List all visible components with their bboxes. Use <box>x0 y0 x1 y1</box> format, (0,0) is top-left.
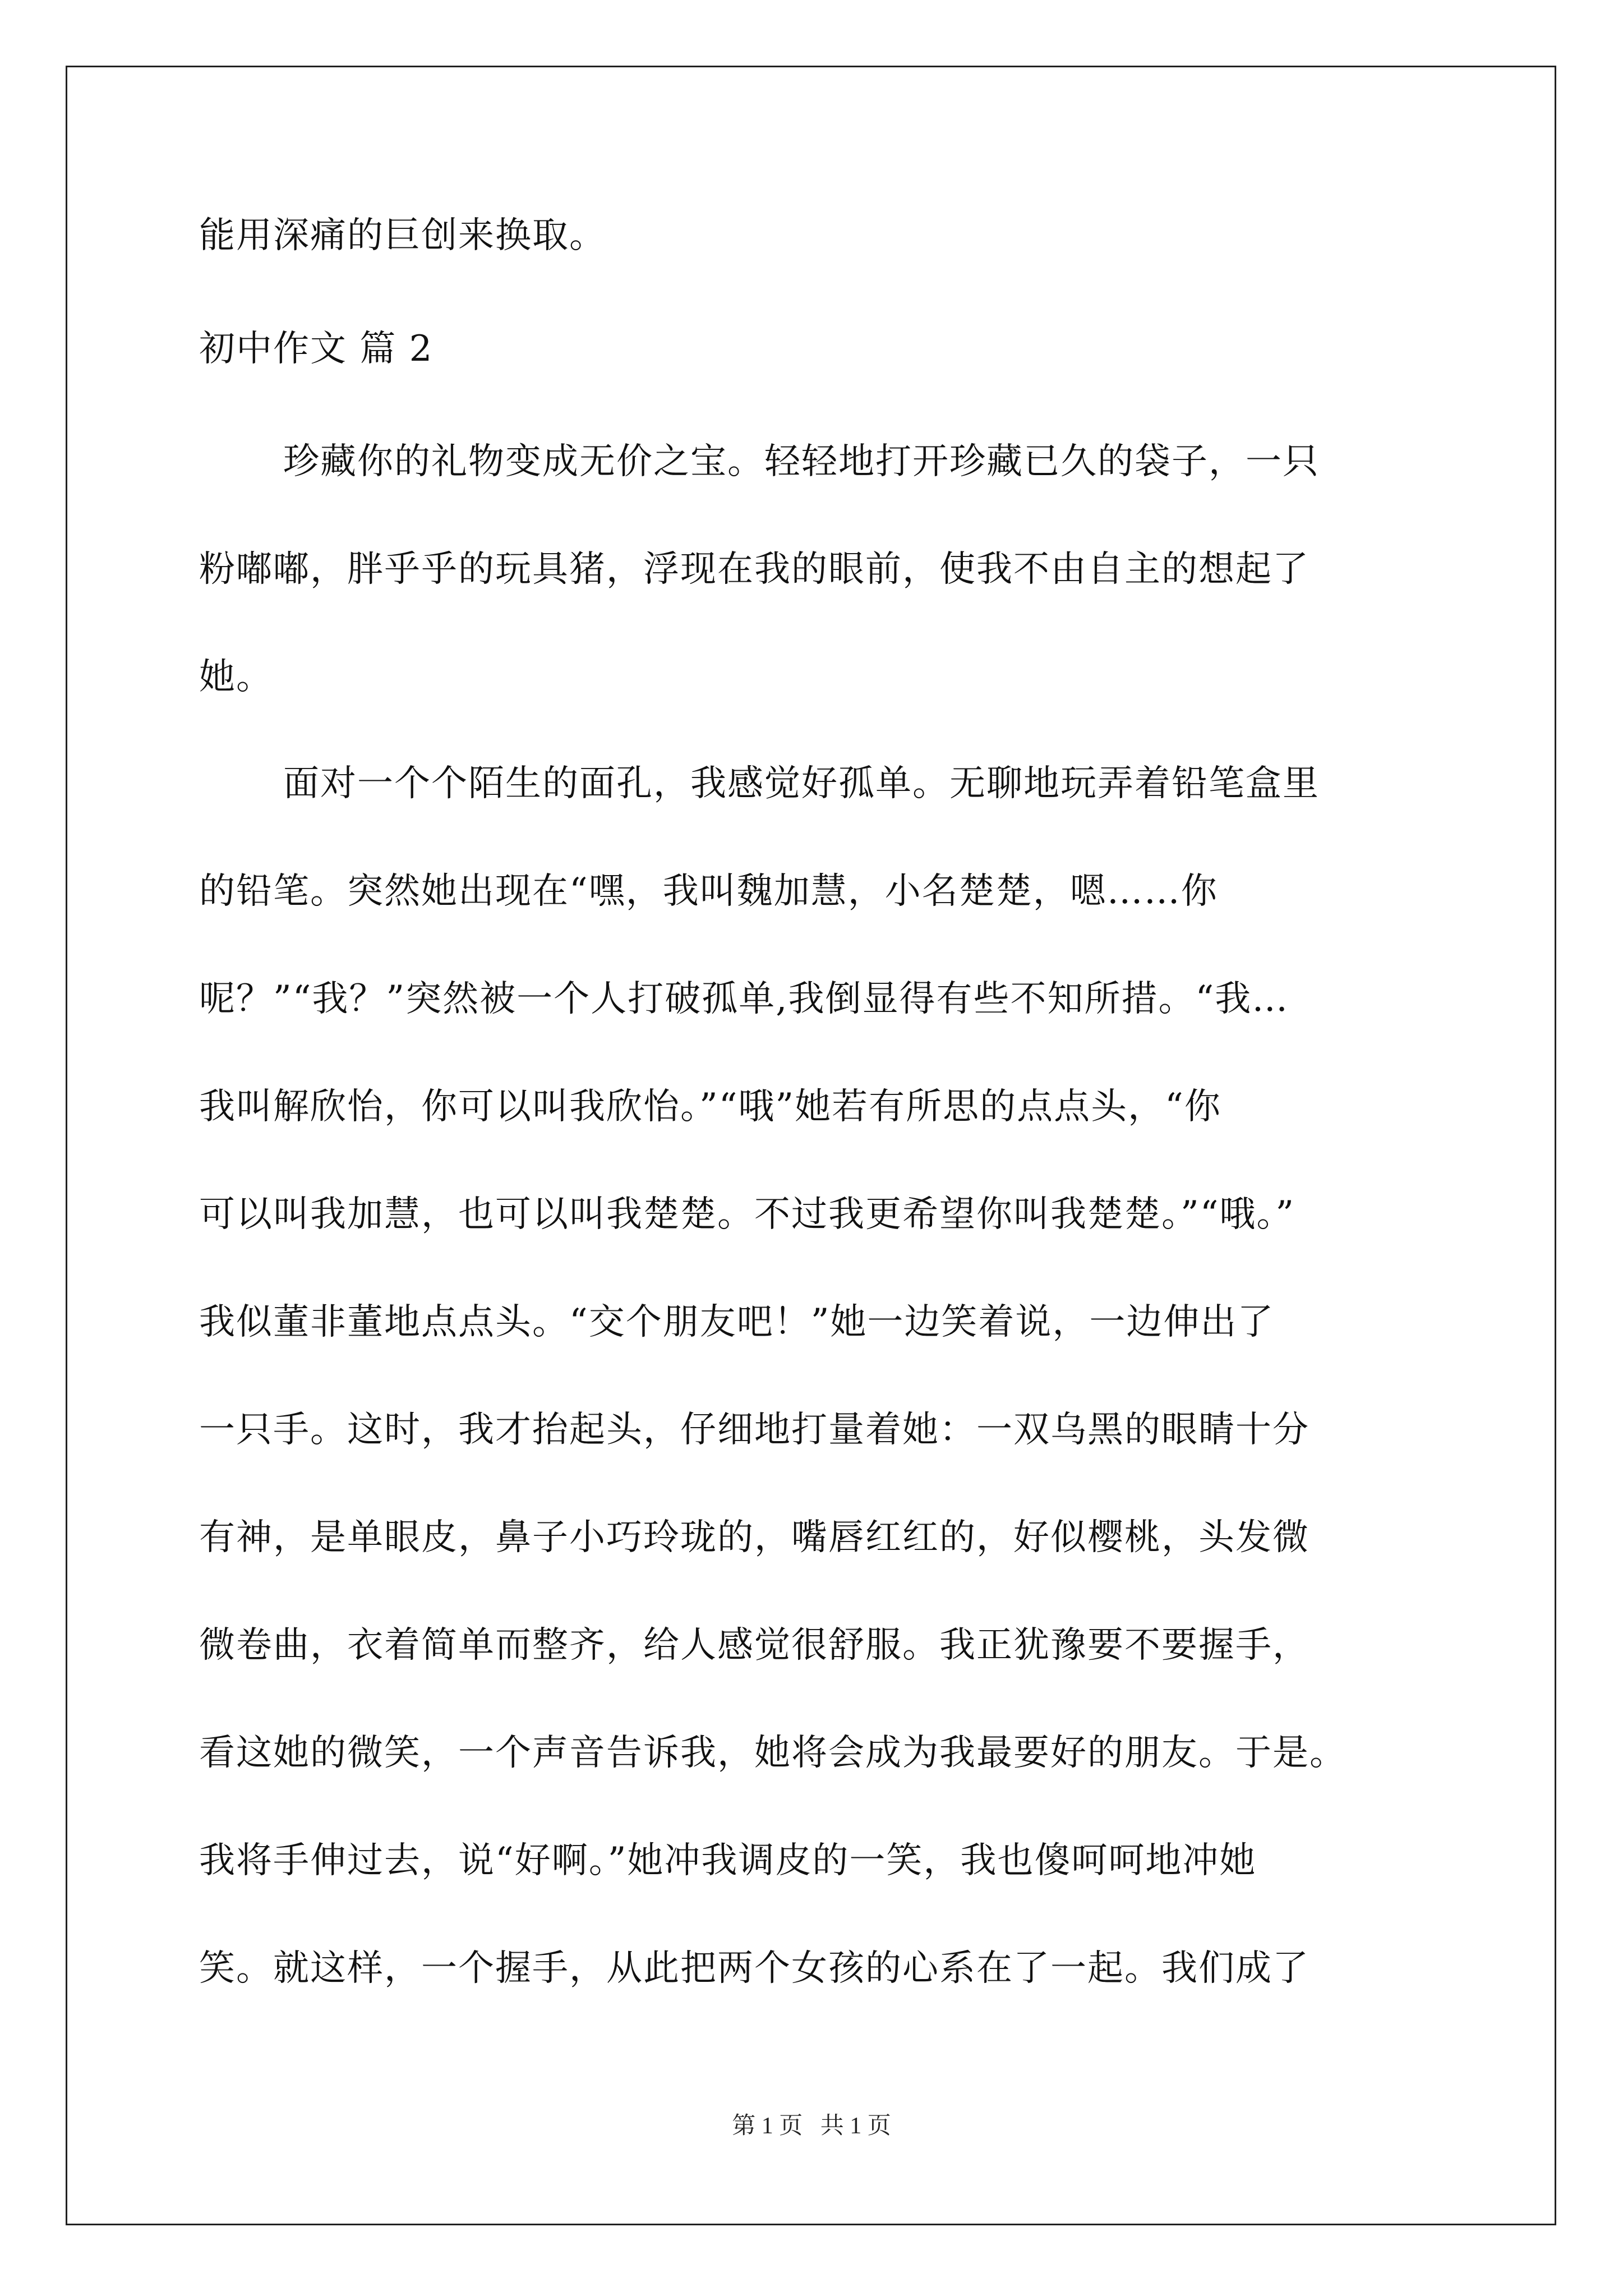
body-line: 笑。就这样，一个握手，从此把两个女孩的心系在了一起。我们成了 <box>199 1948 1310 1989</box>
section-heading: 初中作文 篇 2 <box>199 328 434 370</box>
body-line: 一只手。这时，我才抬起头，仔细地打量着她：一双乌黑的眼睛十分 <box>199 1409 1310 1451</box>
body-line: 我将手伸过去，说“好啊。”她冲我调皮的一笑，我也傻呵呵地冲她 <box>199 1840 1257 1881</box>
body-line: 微卷曲，衣着简单而整齐，给人感觉很舒服。我正犹豫要不要握手， <box>199 1625 1310 1666</box>
body-line: 有神，是单眼皮，鼻子小巧玲珑的，嘴唇红红的，好似樱桃，头发微 <box>199 1517 1310 1558</box>
body-line: 呢？”“我？”突然被一个人打破孤单,我倒显得有些不知所措。“我… <box>199 978 1289 1020</box>
page-border <box>66 66 1556 2225</box>
page-footer: 第 1 页 共 1 页 <box>732 2113 891 2139</box>
body-line: 我似董非董地点点头。“交个朋友吧！”她一边笑着说，一边伸出了 <box>199 1301 1275 1343</box>
body-line: 珍藏你的礼物变成无价之宝。轻轻地打开珍藏已久的袋子，一只 <box>283 441 1320 482</box>
body-line: 看这她的微笑，一个声音告诉我，她将会成为我最要好的朋友。于是。 <box>199 1732 1347 1774</box>
body-line: 能用深痛的巨创来换取。 <box>199 215 606 256</box>
body-line: 面对一个个陌生的面孔，我感觉好孤单。无聊地玩弄着铅笔盒里 <box>283 763 1320 804</box>
body-line: 她。 <box>199 656 273 698</box>
body-line: 我叫解欣怡，你可以叫我欣怡。”“哦”她若有所思的点点头，“你 <box>199 1086 1221 1128</box>
body-line: 的铅笔。突然她出现在“嘿，我叫魏加慧，小名楚楚，嗯……你 <box>199 871 1218 912</box>
body-line: 粉嘟嘟，胖乎乎的玩具猪，浮现在我的眼前，使我不由自主的想起了 <box>199 549 1310 590</box>
body-line: 可以叫我加慧，也可以叫我楚楚。不过我更希望你叫我楚楚。”“哦。” <box>199 1194 1295 1235</box>
